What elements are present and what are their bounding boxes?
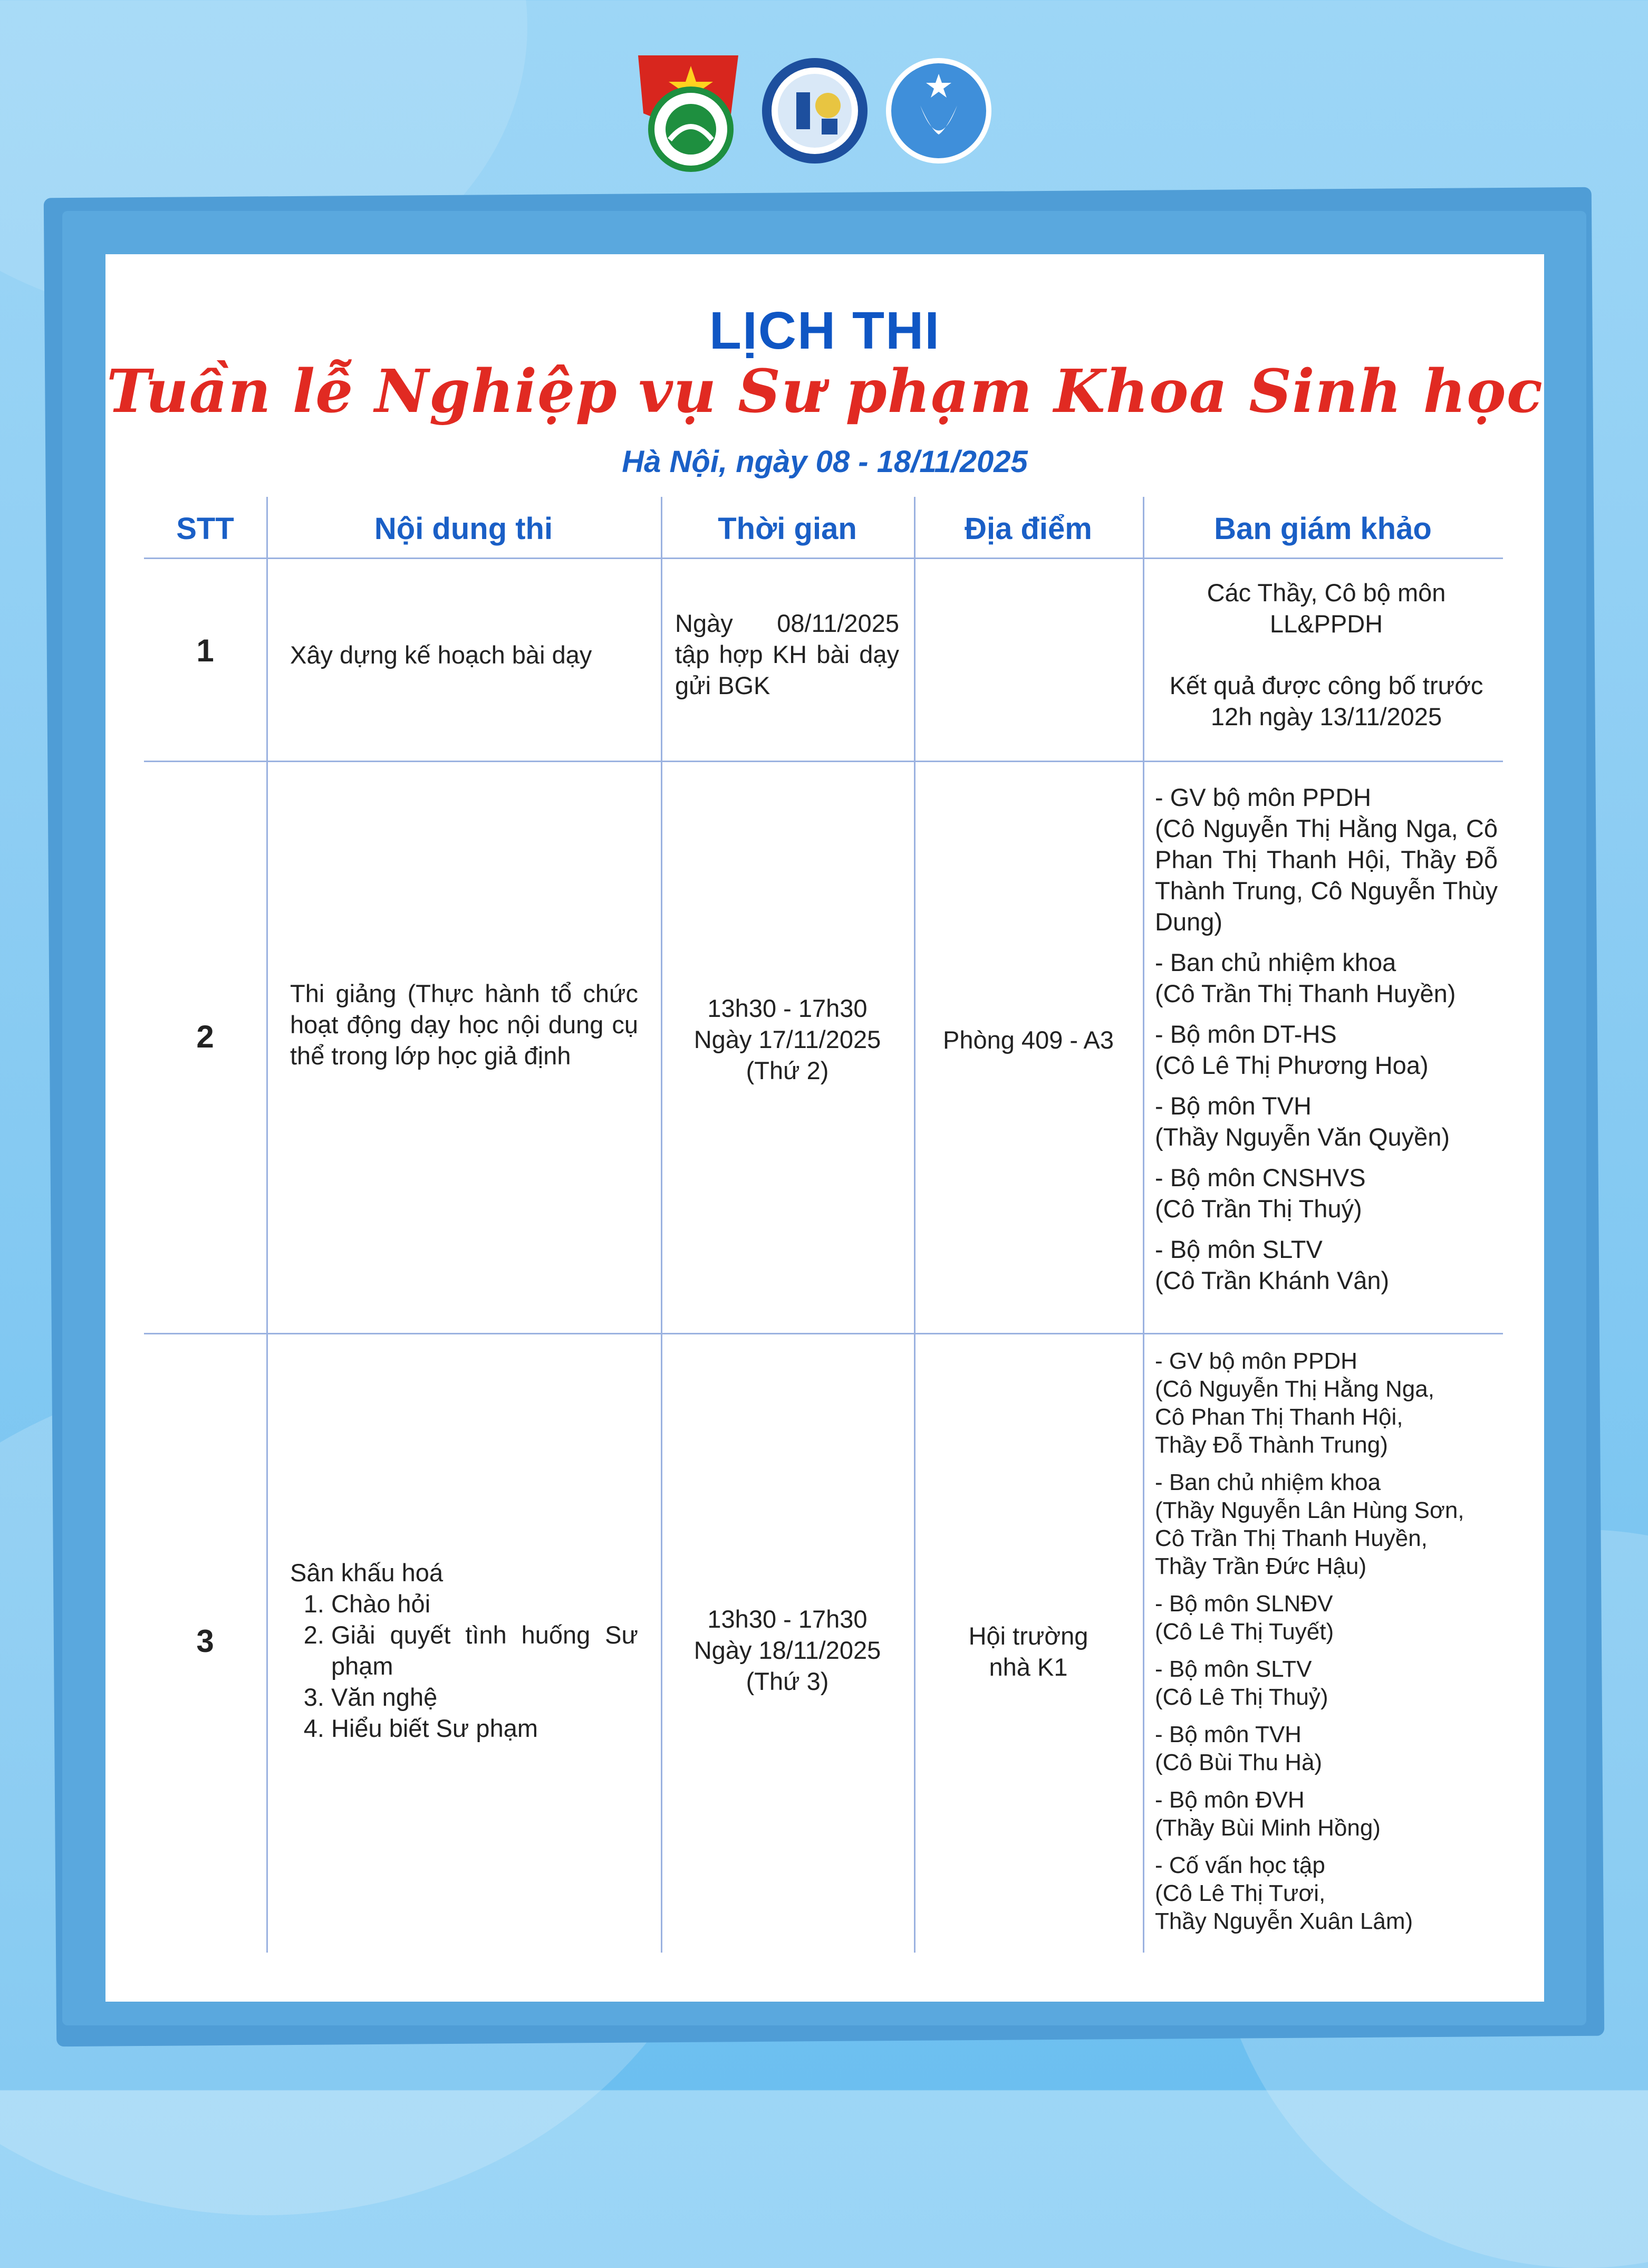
date-place: Hà Nội, ngày 08 - 18/11/2025 — [622, 445, 1028, 479]
row-1-stt: 1 — [196, 633, 214, 668]
row-3-judges — [1155, 1347, 1503, 1935]
row-3-content — [290, 1557, 638, 1744]
row-2-stt: 2 — [196, 1019, 214, 1054]
row-2-time-weekday: (Thứ 2) — [746, 1056, 829, 1084]
judge-name-line: (Cô Nguyễn Thị Hằng Nga, — [1155, 1376, 1434, 1402]
judge-name-line: Thầy Trần Đức Hậu) — [1155, 1553, 1367, 1579]
header-judges: Ban giám khảo — [1214, 511, 1432, 546]
judge-group-head: - Ban chủ nhiệm khoa — [1155, 948, 1396, 976]
judge-name-line: (Cô Lê Thị Tuyết) — [1155, 1619, 1334, 1645]
doan-thanh-nien-logo — [633, 50, 749, 177]
judge-group-head: - Bộ môn ĐVH — [1155, 1787, 1305, 1813]
judge-group — [1155, 1018, 1498, 1081]
judge-group-head: - Bộ môn DT-HS — [1155, 1020, 1337, 1048]
row-3-time — [661, 1603, 914, 1697]
judge-group-head: - Bộ môn TVH — [1155, 1092, 1312, 1120]
judge-name-line: (Cô Lê Thị Tươi, — [1155, 1880, 1326, 1906]
hoi-sinh-vien-logo — [883, 55, 994, 166]
judge-group-names: (Cô Trần Thị Thuý) — [1155, 1195, 1362, 1223]
judge-group — [1155, 1347, 1503, 1459]
row-3-location — [914, 1620, 1143, 1683]
table-divider — [1143, 497, 1144, 1953]
university-faculty-logo — [759, 55, 870, 166]
event-title: Tuần lễ Nghiệp vụ Sư phạm Khoa Sinh học — [107, 357, 1543, 426]
row-3-location-line1: Hội trường — [968, 1622, 1088, 1650]
judge-group-names: (Cô Trần Thị Thanh Huyền) — [1155, 979, 1456, 1007]
judge-name-line: Thầy Nguyễn Xuân Lâm) — [1155, 1908, 1413, 1934]
row-2-time — [661, 993, 914, 1086]
row-3-time-range: 13h30 - 17h30 — [707, 1605, 868, 1633]
judge-group-head: - GV bộ môn PPDH — [1155, 783, 1372, 811]
judge-group-head: - Ban chủ nhiệm khoa — [1155, 1469, 1381, 1495]
judge-name-line: (Cô Bùi Thu Hà) — [1155, 1750, 1323, 1775]
judge-group-head: - Bộ môn SLTV — [1155, 1656, 1312, 1682]
judge-group-names: (Thầy Nguyễn Văn Quyền) — [1155, 1123, 1450, 1151]
judge-group — [1155, 1162, 1498, 1224]
row-2-time-date: Ngày 17/11/2025 — [693, 1025, 881, 1053]
judge-group-names: (Cô Nguyễn Thị Hằng Nga, Cô Phan Thị Thanh Hội, Thầy Đỗ Thành Trung, Cô Nguyễn Thùy Dung) — [1155, 814, 1498, 936]
judge-group-names: (Cô Lê Thị Phương Hoa) — [1155, 1051, 1429, 1079]
judge-group — [1155, 947, 1498, 1009]
judge-group — [1155, 1590, 1503, 1646]
judge-group — [1155, 1655, 1503, 1711]
judge-group-names: (Cô Trần Khánh Vân) — [1155, 1266, 1390, 1294]
table-divider — [266, 497, 268, 1953]
judge-group — [1155, 1851, 1503, 1935]
judge-name-line: Cô Phan Thị Thanh Hội, — [1155, 1404, 1403, 1430]
judge-group-head: - Bộ môn SLTV — [1155, 1235, 1323, 1263]
row-1-time: Ngày 08/11/2025 tập hợp KH bài dạy gửi BGK — [675, 609, 899, 699]
header-location: Địa điểm — [965, 511, 1092, 546]
logo-row — [633, 50, 1002, 177]
row-2-location: Phòng 409 - A3 — [942, 1026, 1114, 1054]
judge-group — [1155, 1468, 1503, 1580]
row-2-content: Thi giảng (Thực hành tổ chức hoạt động dạy học nội dung cụ thể trong lớp học giả định — [290, 979, 638, 1070]
judge-group — [1155, 1090, 1498, 1152]
row-3-content-heading: Sân khấu hoá — [290, 1559, 444, 1587]
row-3-time-weekday: (Thứ 3) — [746, 1667, 829, 1695]
row-3-stt: 3 — [196, 1623, 214, 1659]
table-divider — [144, 761, 1503, 762]
page-title: LỊCH THI — [709, 301, 941, 360]
judge-group-head: - Bộ môn CNSHVS — [1155, 1164, 1366, 1191]
judge-name-line: (Thầy Nguyễn Lân Hùng Sơn, — [1155, 1497, 1464, 1523]
row-3-time-date: Ngày 18/11/2025 — [693, 1636, 881, 1664]
judge-group-head: - Cố vấn học tập — [1155, 1852, 1325, 1878]
judge-group — [1155, 1721, 1503, 1776]
judge-name-line: Thầy Đỗ Thành Trung) — [1155, 1432, 1388, 1458]
table-divider — [661, 497, 662, 1953]
list-item: 4. Hiểu biết Sư phạm — [331, 1713, 638, 1744]
row-3-content-list — [290, 1588, 638, 1744]
row-1-judges-line2: Kết quả được công bố trước 12h ngày 13/11/2025 — [1169, 671, 1483, 731]
judge-name-line: (Cô Lê Thị Thuỷ) — [1155, 1684, 1328, 1710]
judge-group-head: - Bộ môn TVH — [1155, 1722, 1302, 1747]
schedule-table — [105, 254, 1544, 2002]
list-item: 2. Giải quyết tình huống Sư phạm — [331, 1619, 638, 1681]
list-item: 1. Chào hỏi — [331, 1588, 638, 1619]
judge-name-line: (Thầy Bùi Minh Hồng) — [1155, 1815, 1381, 1841]
judge-name-line: Cô Trần Thị Thanh Huyền, — [1155, 1525, 1428, 1551]
judge-group — [1155, 782, 1498, 937]
schedule-card — [105, 254, 1544, 2002]
table-divider — [144, 1333, 1503, 1334]
table-divider — [914, 497, 915, 1953]
judge-group-head: - Bộ môn SLNĐV — [1155, 1591, 1333, 1617]
judge-group-head: - GV bộ môn PPDH — [1155, 1348, 1357, 1374]
row-2-time-range: 13h30 - 17h30 — [707, 994, 868, 1022]
row-3-location-line2: nhà K1 — [989, 1653, 1068, 1681]
table-divider — [144, 558, 1503, 559]
row-2-judges — [1155, 782, 1498, 1296]
row-1-judges-line1: Các Thầy, Cô bộ môn LL&PPDH — [1207, 579, 1446, 638]
header-stt: STT — [176, 511, 234, 546]
row-1-judges — [1158, 577, 1495, 732]
header-time: Thời gian — [718, 511, 857, 546]
list-item: 3. Văn nghệ — [331, 1681, 638, 1713]
row-1-content: Xây dựng kế hoạch bài dạy — [290, 641, 592, 669]
judge-group — [1155, 1786, 1503, 1842]
judge-group — [1155, 1234, 1498, 1296]
header-content: Nội dung thi — [374, 511, 553, 546]
